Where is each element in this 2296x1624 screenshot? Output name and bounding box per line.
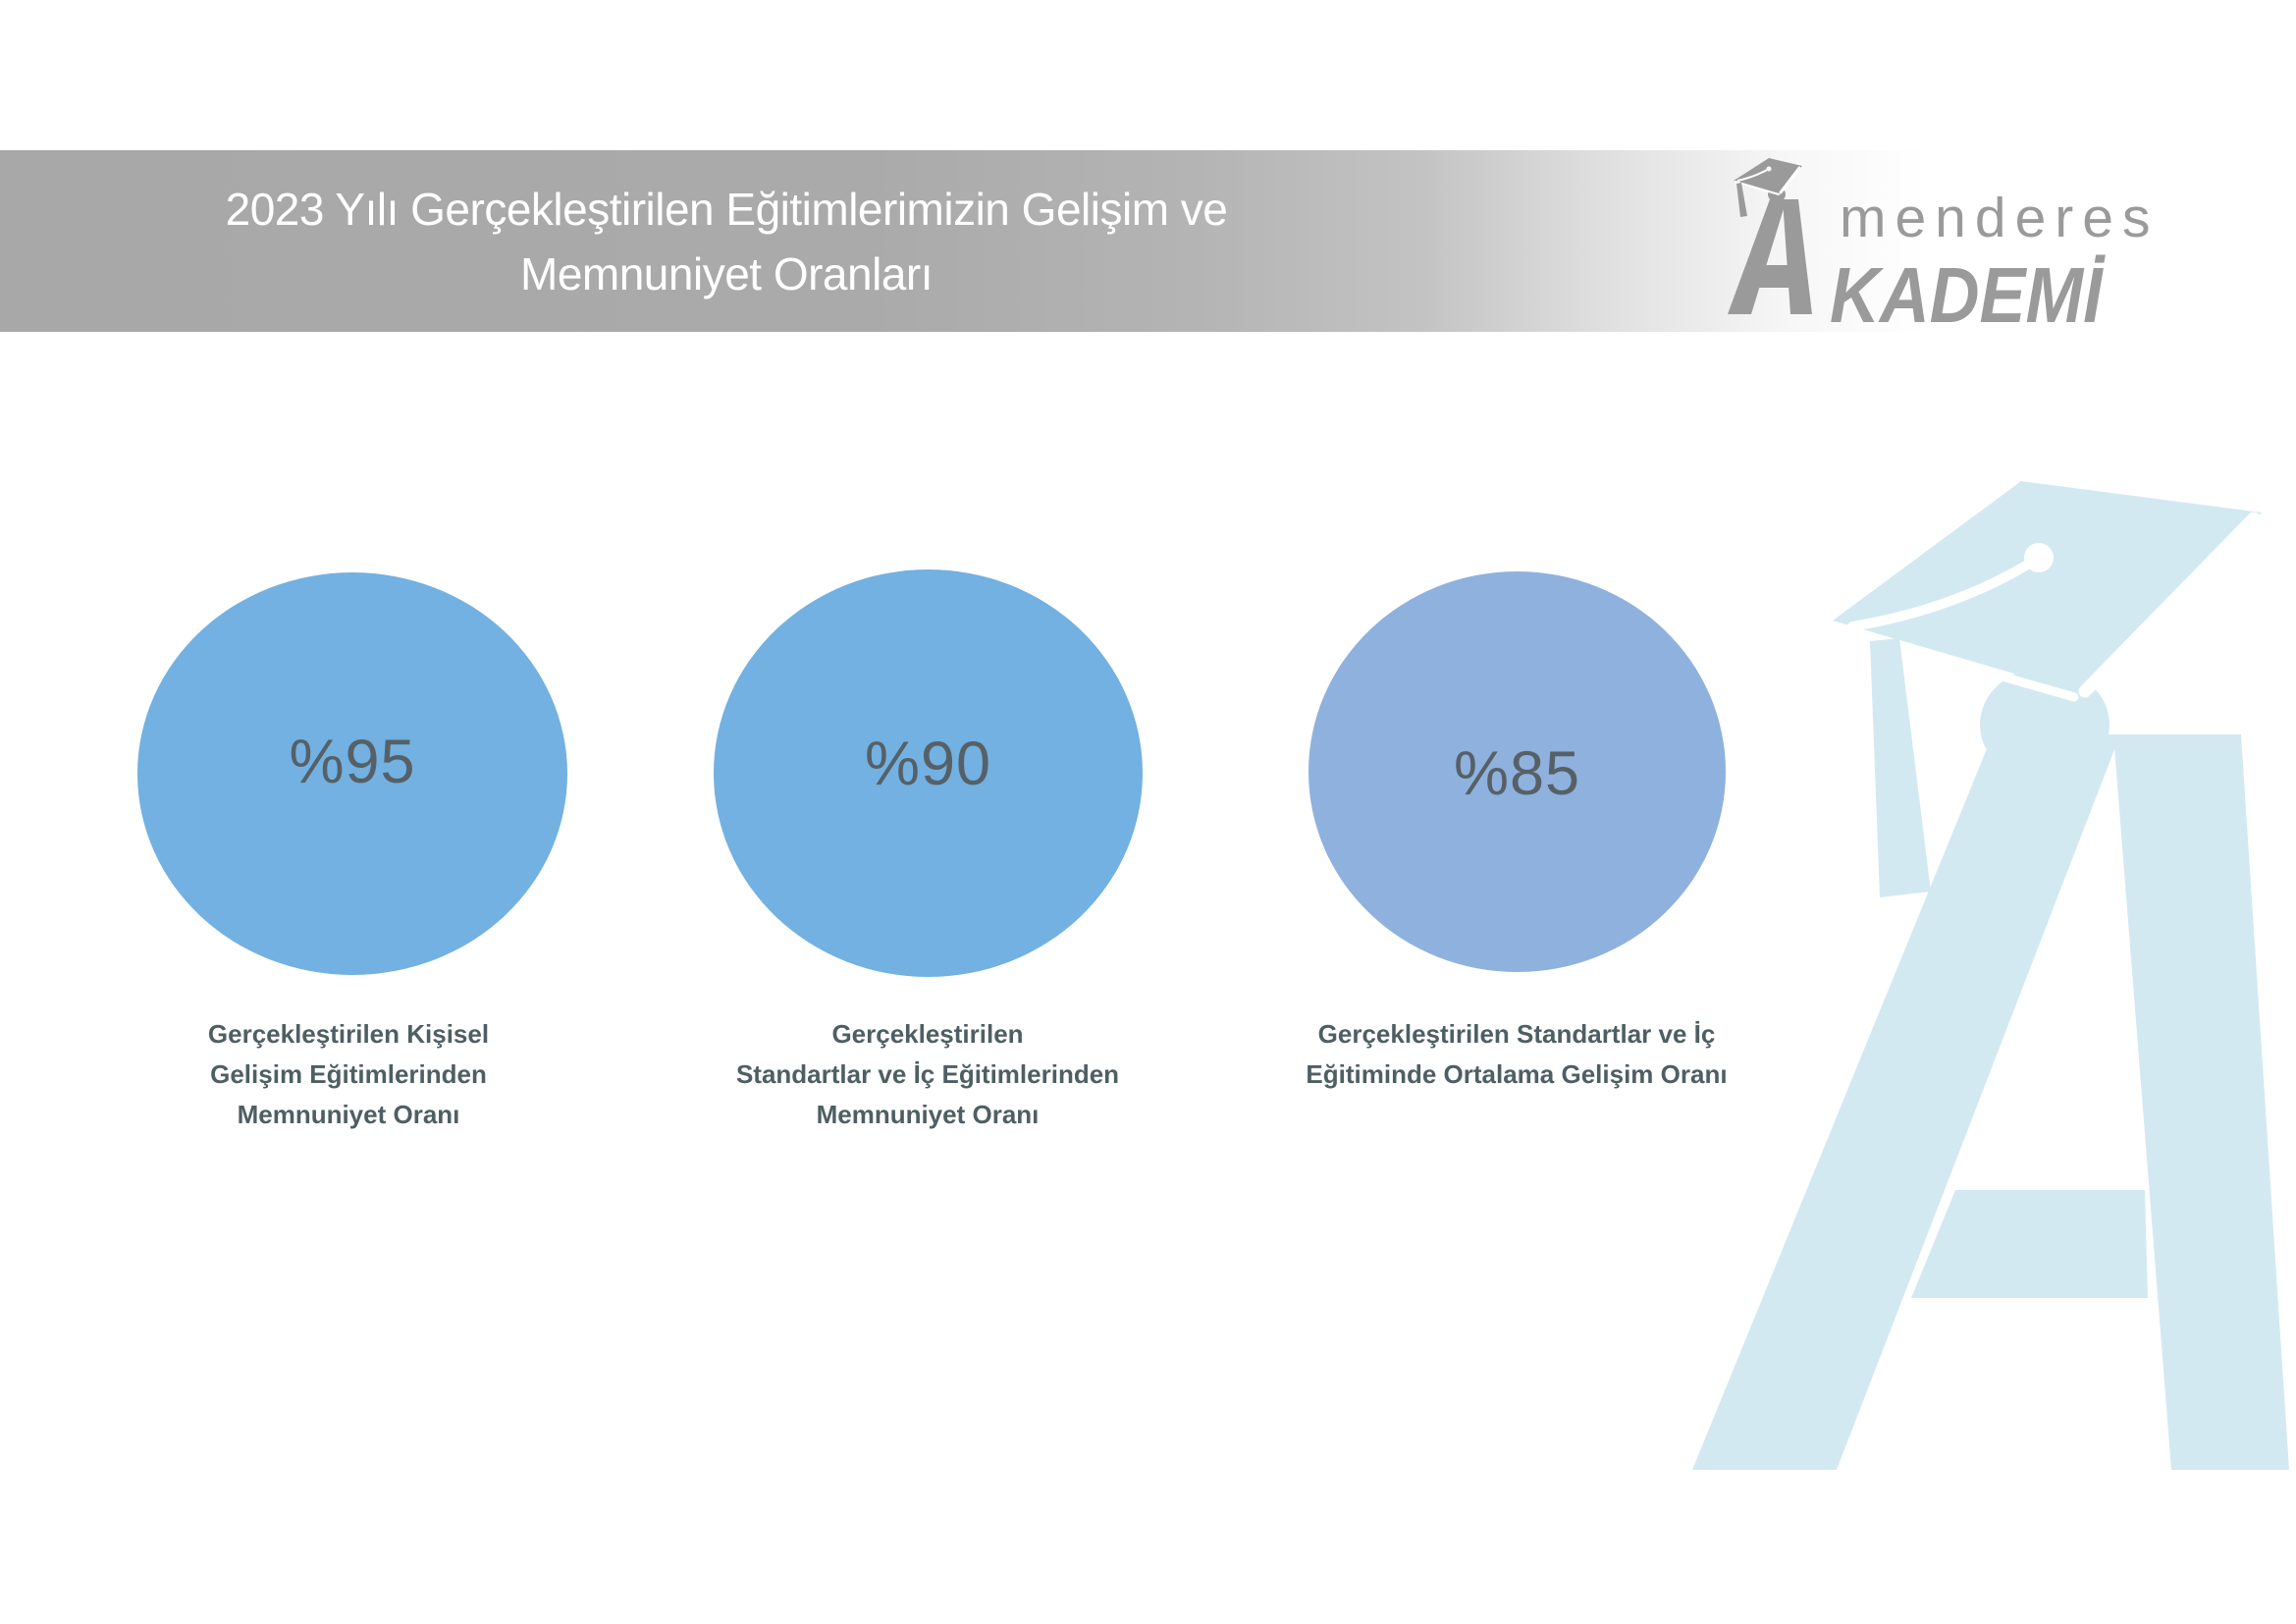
kpi-value-1: %95: [289, 728, 416, 796]
kpi-bubble-3: [1308, 571, 1726, 972]
kpi-caption-2-line2: Standartlar ve İç Eğitimlerinden: [735, 1059, 1120, 1089]
kpi-caption-3: [1271, 1014, 1762, 1095]
page-title: [39, 150, 1414, 332]
kpi-caption-1-line1: Gerçekleştirilen Kişisel: [207, 1019, 490, 1049]
kpi-caption-1: [103, 1014, 594, 1135]
kpi-caption-1-line3: Memnuniyet Oranı: [237, 1100, 460, 1129]
kpi-bubble-1: [137, 572, 567, 975]
brand-logo: [1726, 155, 2197, 356]
graduation-cap-logo-icon: [1726, 155, 1821, 327]
kpi-caption-2: [682, 1014, 1173, 1135]
kpi-caption-1-line2: Gelişim Eğitimlerinden: [210, 1059, 487, 1089]
brand-wordmark-menderes: menderes: [1840, 187, 2160, 249]
page-title-line2: Memnuniyet Oranları: [520, 247, 933, 299]
kpi-caption-3-line2: Eğitiminde Ortalama Gelişim Oranı: [1306, 1059, 1728, 1089]
kpi-value-3: %85: [1453, 739, 1581, 808]
kpi-caption-3-line1: Gerçekleştirilen Standartlar ve İç: [1317, 1019, 1716, 1049]
brand-wordmark-akademi: KADEMİ: [1830, 251, 2103, 339]
kpi-caption-2-line1: Gerçekleştirilen: [831, 1019, 1024, 1049]
graduation-cap-watermark-icon: [1683, 461, 2296, 1502]
kpi-caption-2-line3: Memnuniyet Oranı: [816, 1100, 1040, 1129]
kpi-value-2: %90: [864, 729, 992, 798]
kpi-bubble-2: [714, 569, 1143, 977]
page-title-line1: 2023 Yılı Gerçekleştirilen Eğitimlerimizin Gelişim ve: [225, 183, 1228, 235]
